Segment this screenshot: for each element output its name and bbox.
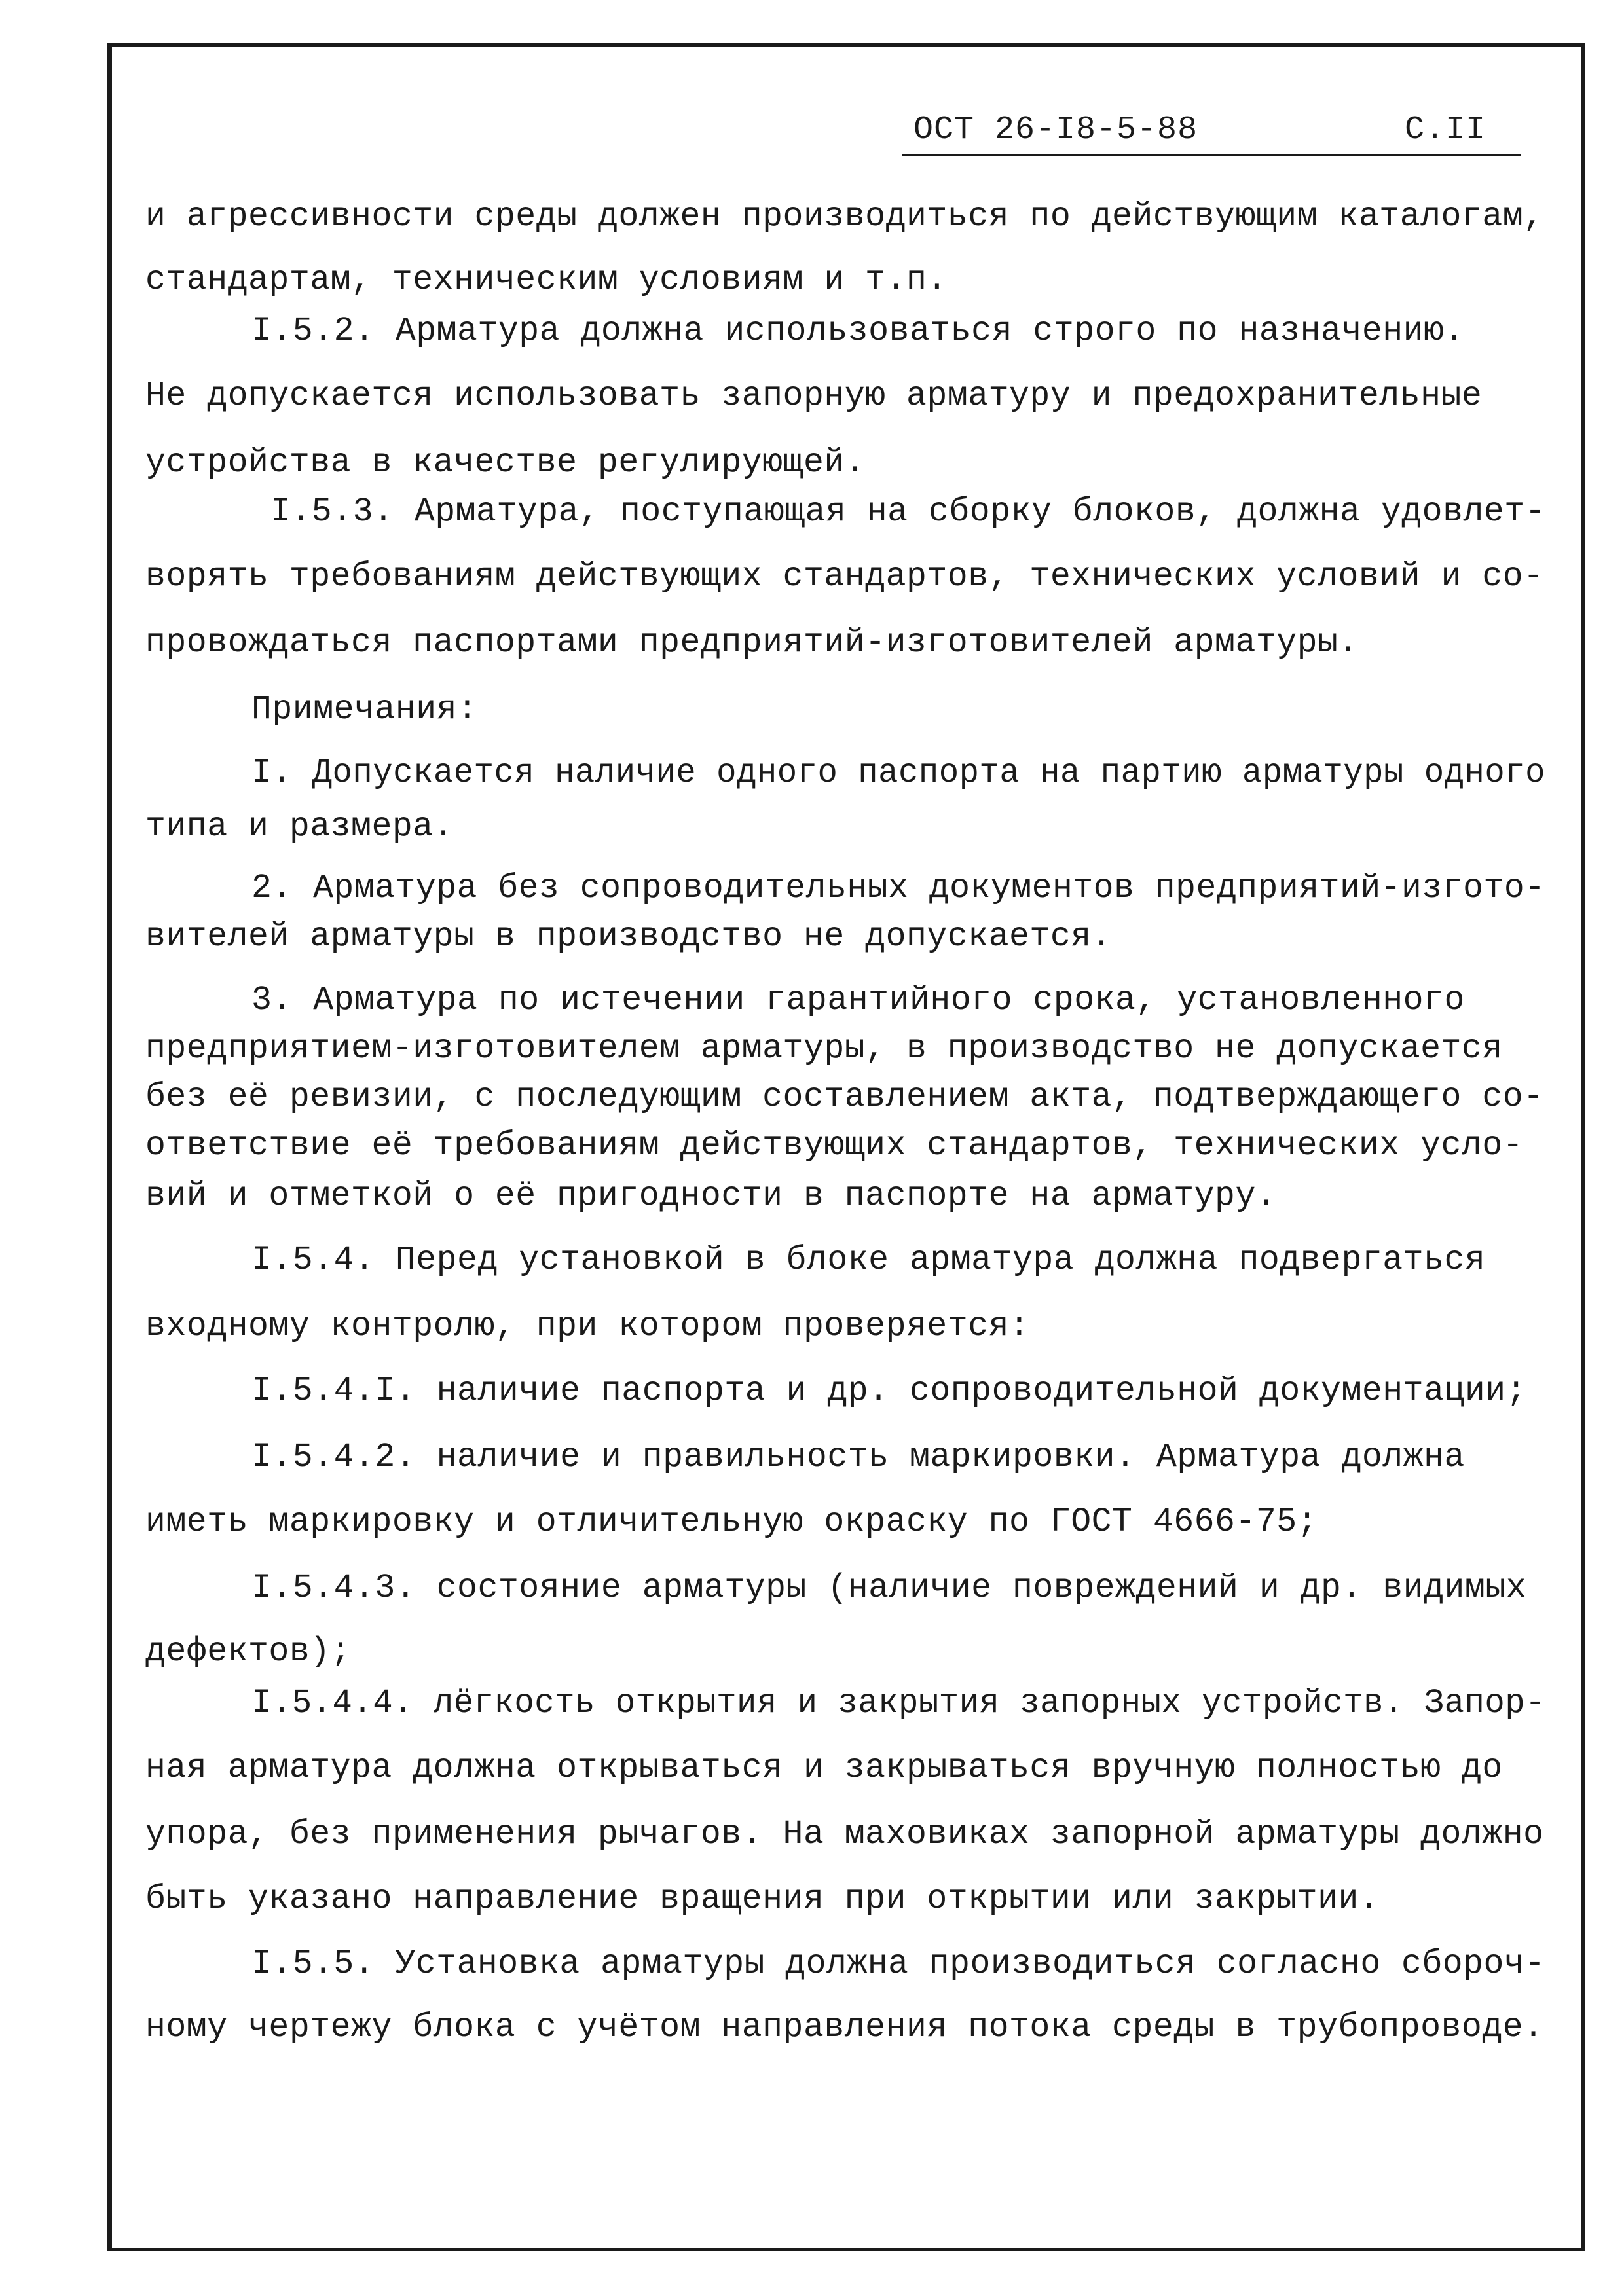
text-line: 2. Арматура без сопроводительных документов предприятий-изгото- xyxy=(251,869,1545,907)
text-line: ная арматура должна открываться и закрываться вручную полностью до xyxy=(145,1749,1503,1787)
text-line: Не допускается использовать запорную арматуру и предохранительные xyxy=(145,377,1483,415)
text-line: I.5.4.3. состояние арматуры (наличие повреждений и др. видимых xyxy=(251,1569,1527,1607)
text-line: вий и отметкой о её пригодности в паспорте на арматуру. xyxy=(145,1177,1277,1215)
text-line: упора, без применения рычагов. На маховиках запорной арматуры должно xyxy=(145,1815,1544,1853)
text-line: стандартам, техническим условиям и т.п. xyxy=(145,261,948,299)
text-line: вителей арматуры в производство не допускается. xyxy=(145,918,1113,956)
document-code: ОСТ 26-I8-5-88 xyxy=(913,111,1198,149)
page-number: С.II xyxy=(1405,111,1486,149)
text-line: дефектов); xyxy=(145,1633,352,1671)
text-line: I. Допускается наличие одного паспорта на партию арматуры одного xyxy=(251,754,1545,792)
text-line: предприятием-изготовителем арматуры, в производство не допускается xyxy=(145,1030,1503,1068)
text-line: I.5.4.I. наличие паспорта и др. сопроводительной документации; xyxy=(251,1372,1527,1410)
notes-heading: Примечания: xyxy=(251,691,478,729)
text-line: иметь маркировку и отличительную окраску по ГОСТ 4666-75; xyxy=(145,1503,1318,1541)
header-underline xyxy=(902,154,1521,156)
text-line: ворять требованиям действующих стандартов, технических условий и со- xyxy=(145,558,1544,596)
text-line: провождаться паспортами предприятий-изготовителей арматуры. xyxy=(145,624,1359,662)
text-line: устройства в качестве регулирующей. xyxy=(145,444,866,482)
text-line: типа и размера. xyxy=(145,808,454,846)
text-line: I.5.2. Арматура должна использоваться строго по назначению. xyxy=(251,312,1465,350)
text-line: входному контролю, при котором проверяется: xyxy=(145,1307,1030,1345)
text-line: ному чертежу блока с учётом направления потока среды в трубопроводе. xyxy=(145,2009,1544,2047)
text-line: I.5.4.4. лёгкость открытия и закрытия запорных устройств. Запор- xyxy=(251,1685,1545,1722)
text-line: ответствие её требованиям действующих стандартов, технических усло- xyxy=(145,1127,1524,1165)
text-line: I.5.4. Перед установкой в блоке арматура должна подвергаться xyxy=(251,1241,1486,1279)
text-line: без её ревизии, с последующим составлением акта, подтверждающего со- xyxy=(145,1078,1544,1116)
text-line: и агрессивности среды должен производиться по действующим каталогам, xyxy=(145,198,1544,236)
text-line: быть указано направление вращения при открытии или закрытии. xyxy=(145,1880,1380,1918)
text-line: 3. Арматура по истечении гарантийного срока, установленного xyxy=(251,981,1465,1019)
text-line: I.5.5. Установка арматуры должна производиться согласно сбороч- xyxy=(251,1945,1545,1983)
text-line: I.5.4.2. наличие и правильность маркировки. Арматура должна xyxy=(251,1438,1465,1476)
text-line: I.5.3. Арматура, поступающая на сборку блоков, должна удовлет- xyxy=(270,493,1546,531)
